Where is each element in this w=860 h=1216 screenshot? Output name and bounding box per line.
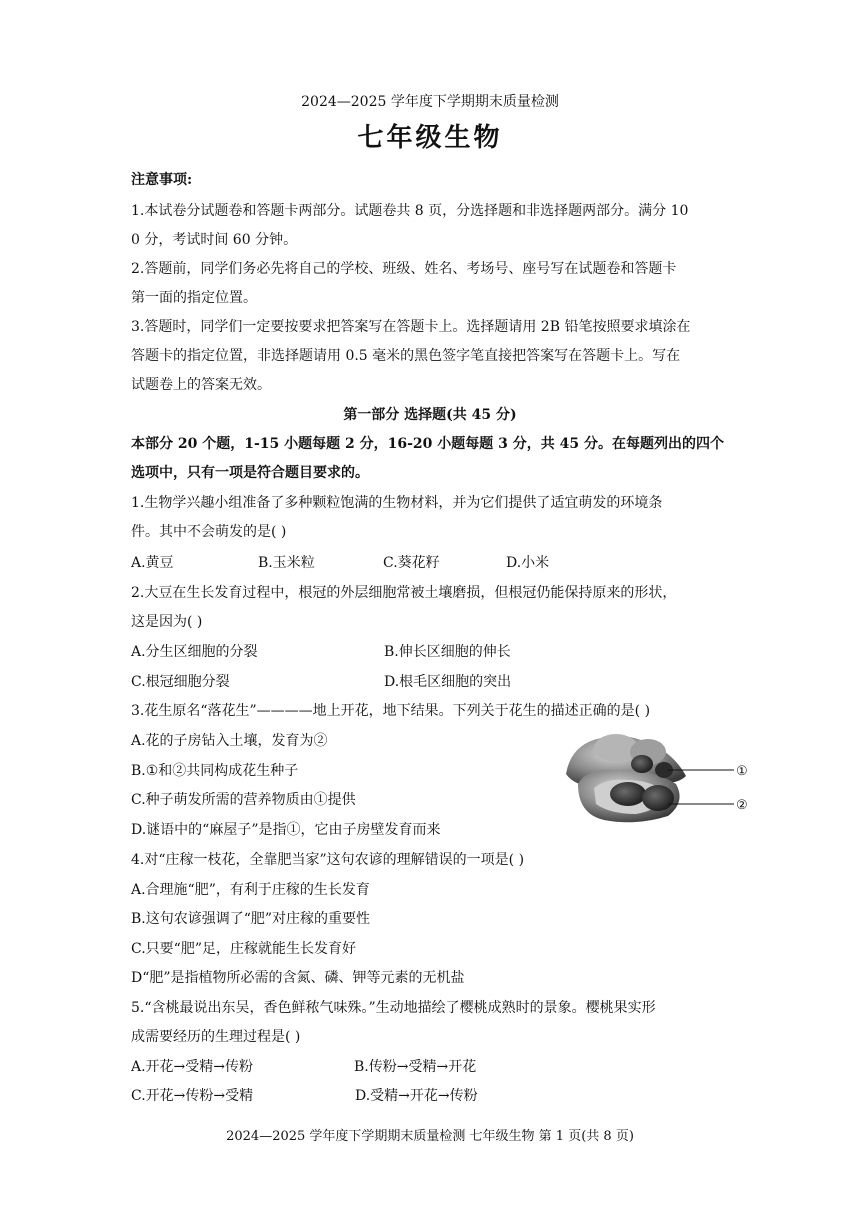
option-a: A.黄豆 bbox=[131, 555, 174, 571]
notes-line: 3.答题时，同学们一定要按要求把答案写在答题卡上。选择题请用 2B 铅笔按照要求填涂在 bbox=[131, 319, 691, 335]
option-b: B.伸长区细胞的伸长 bbox=[384, 644, 511, 660]
option-b: B.①和②共同构成花生种子 bbox=[131, 763, 299, 779]
notes-line: 2.答题前，同学们务必先将自己的学校、班级、姓名、考场号、座号写在试题卷和答题卡 bbox=[131, 261, 677, 277]
question-2-stem: 这是因为( ) bbox=[131, 614, 203, 630]
option-d: D.谜语中的“麻屋子”是指①，它由子房壁发育而来 bbox=[131, 822, 441, 838]
option-c: C.根冠细胞分裂 bbox=[131, 674, 230, 690]
option-d: D.小米 bbox=[506, 555, 550, 571]
question-4-stem: 4.对“庄稼一枝花，全靠肥当家”这句农谚的理解错误的一项是( ) bbox=[131, 852, 525, 868]
option-b: B.传粉→受精→开花 bbox=[354, 1059, 477, 1075]
section-intro: 本部分 20 个题，1-15 小题每题 2 分，16-20 小题每题 3 分，共 45 分。在每题列出的四个 bbox=[131, 436, 724, 452]
section-intro: 选项中，只有一项是符合题目要求的。 bbox=[131, 465, 369, 481]
option-c: C.葵花籽 bbox=[383, 555, 440, 571]
question-2-stem: 2.大豆在生长发育过程中，根冠的外层细胞常被土壤磨损，但根冠仍能保持原来的形状， bbox=[131, 585, 677, 601]
option-c: C.种子萌发所需的营养物质由①提供 bbox=[131, 792, 356, 808]
option-d: D“肥”是指植物所必需的含氮、磷、钾等元素的无机盐 bbox=[131, 970, 465, 986]
figure-label-2: ② bbox=[736, 798, 748, 813]
question-5-stem: 5.“含桃最说出东吴，香色鲜秾气味殊。”生动地描绘了樱桃成熟时的景象。樱桃果实形 bbox=[131, 1000, 656, 1016]
peanut-image bbox=[556, 724, 756, 828]
option-a: A.开花→受精→传粉 bbox=[131, 1059, 254, 1075]
option-d: D.受精→开花→传粉 bbox=[355, 1088, 478, 1104]
exam-header: 2024—2025 学年度下学期期末质量检测 bbox=[301, 94, 559, 110]
question-1-stem: 1.生物学兴趣小组准备了多种颗粒饱满的生物材料，并为它们提供了适宜萌发的环境条 bbox=[131, 495, 663, 511]
question-1-stem: 件。其中不会萌发的是( ) bbox=[131, 524, 287, 540]
notes-line: 1.本试卷分试题卷和答题卡两部分。试题卷共 8 页，分选择题和非选择题两部分。满分 10 bbox=[131, 203, 689, 219]
option-a: A.合理施“肥”，有利于庄稼的生长发育 bbox=[131, 882, 370, 898]
notes-line: 第一面的指定位置。 bbox=[131, 290, 257, 306]
subject-title: 七年级生物 bbox=[357, 123, 503, 153]
option-c: C.只要“肥”足，庄稼就能生长发育好 bbox=[131, 941, 356, 957]
option-b: B.玉米粒 bbox=[258, 555, 315, 571]
notes-heading: 注意事项: bbox=[131, 172, 193, 188]
peanut-figure bbox=[556, 724, 756, 828]
option-a: A.分生区细胞的分裂 bbox=[131, 644, 258, 660]
notes-line: 试题卷上的答案无效。 bbox=[131, 377, 271, 393]
question-5-stem: 成需要经历的生理过程是( ) bbox=[131, 1029, 301, 1045]
option-a: A.花的子房钻入土壤，发育为② bbox=[131, 733, 328, 749]
option-b: B.这句农谚强调了“肥”对庄稼的重要性 bbox=[131, 911, 371, 927]
page-footer: 2024—2025 学年度下学期期末质量检测 七年级生物 第 1 页(共 8 页) bbox=[226, 1129, 634, 1144]
notes-line: 0 分，考试时间 60 分钟。 bbox=[131, 232, 298, 248]
option-d: D.根毛区细胞的突出 bbox=[384, 674, 512, 690]
section-title: 第一部分 选择题(共 45 分) bbox=[343, 407, 517, 423]
figure-label-1: ① bbox=[736, 764, 748, 779]
notes-line: 答题卡的指定位置，非选择题请用 0.5 毫米的黑色签字笔直接把答案写在答题卡上。写在 bbox=[131, 348, 681, 364]
option-c: C.开花→传粉→受精 bbox=[131, 1088, 254, 1104]
question-3-stem: 3.花生原名“落花生”————地上开花，地下结果。下列关于花生的描述正确的是( ) bbox=[131, 703, 651, 719]
